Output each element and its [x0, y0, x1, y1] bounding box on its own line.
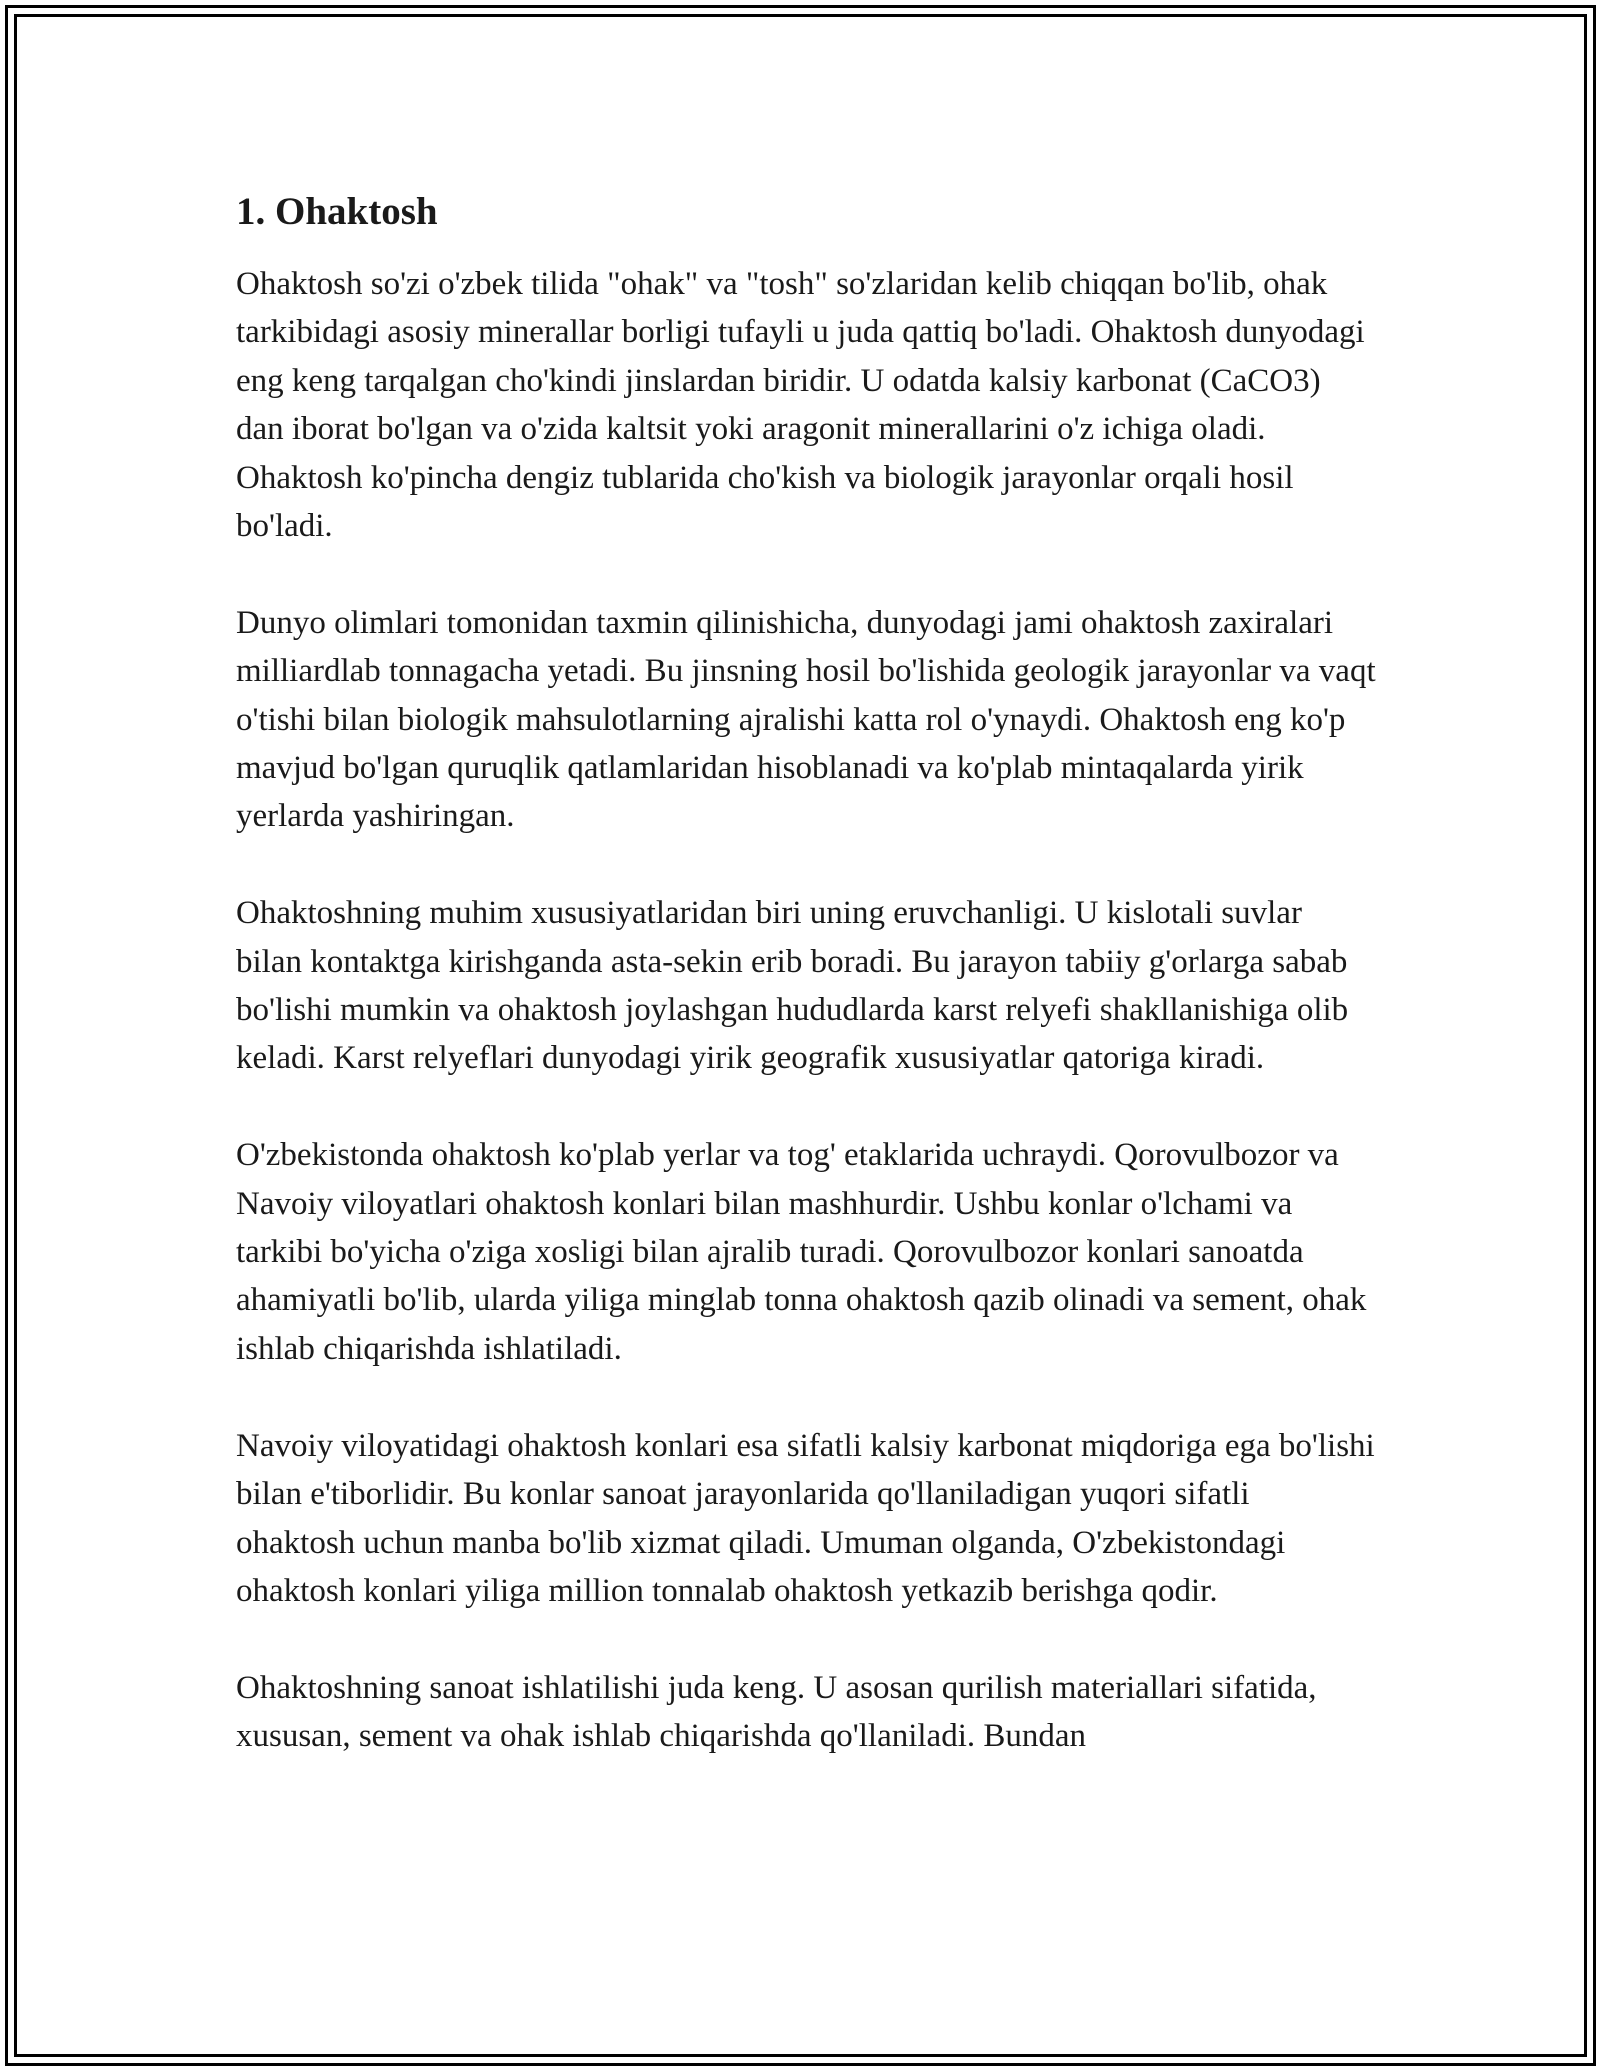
paragraph-6: Ohaktoshning sanoat ishlatilishi juda keng. U asosan qurilish materiallari sifatida, xususan, sement va ohak ishlab chiqarishda qo'llaniladi. Bundan	[236, 1669, 1317, 1755]
paragraph-3: Ohaktoshning muhim xususiyatlaridan biri uning eruvchanligi. U kislotali suvlar bilan kontaktga kirishganda asta-sekin erib boradi. Bu jarayon tabiiy g'orlarga sabab bo'lishi mumkin va ohaktosh joylashgan hududlarda karst relyefi shakllanishiga olib keladi. Karst relyeflari dunyodagi yirik geografik xususiyatlar qatoriga kiradi.	[236, 895, 1349, 1077]
paragraph-4: O'zbekistonda ohaktosh ko'plab yerlar va tog' etaklarida uchraydi. Qorovulbozor va Navoiy viloyatlari ohaktosh konlari bilan mashhurdir. Ushbu konlar o'lchami va tarkibi bo'yicha o'ziga xosligi bilan ajralib turadi. Qorovulbozor konlari sanoatda ahamiyatli bo'lib, ularda yiliga minglab tonna ohaktosh qazib olinadi va sement, ohak ishlab chiqarishda ishlatiladi.	[236, 1137, 1367, 1367]
paragraph-1: Ohaktosh so'zi o'zbek tilida "ohak" va "tosh" so'zlaridan kelib chiqqan bo'lib, ohak tarkibidagi asosiy minerallar borligi tufayli u juda qattiq bo'ladi. Ohaktosh dunyodagi eng keng tarqalgan cho'kindi jinslardan biridir. U odatda kalsiy karbonat (CaCO3) dan iborat bo'lgan va o'zida kaltsit yoki aragonit minerallarini o'z ichiga oladi. Ohaktosh ko'pincha dengiz tublarida cho'kish va biologik jarayonlar orqali hosil bo'ladi.	[236, 266, 1365, 545]
section-heading: 1. Ohaktosh	[236, 190, 438, 233]
paragraph-5: Navoiy viloyatidagi ohaktosh konlari esa sifatli kalsiy karbonat miqdoriga ega bo'lishi bilan e'tiborlidir. Bu konlar sanoat jarayonlarida qo'llaniladigan yuqori sifatli ohaktosh uchun manba bo'lib xizmat qiladi. Umuman olganda, O'zbekistondagi ohaktosh konlari yiliga million tonnalab ohaktosh yetkazib berishga qodir.	[236, 1427, 1375, 1609]
document-body	[236, 184, 1376, 1809]
paragraph-2: Dunyo olimlari tomonidan taxmin qilinishicha, dunyodagi jami ohaktosh zaxiralari milliardlab tonnagacha yetadi. Bu jinsning hosil bo'lishida geologik jarayonlar va vaqt o'tishi bilan biologik mahsulotlarning ajralishi katta rol o'ynaydi. Ohaktosh eng ko'p mavjud bo'lgan quruqlik qatlamlaridan hisoblanadi va ko'plab mintaqalarda yirik yerlarda yashiringan.	[236, 604, 1376, 835]
